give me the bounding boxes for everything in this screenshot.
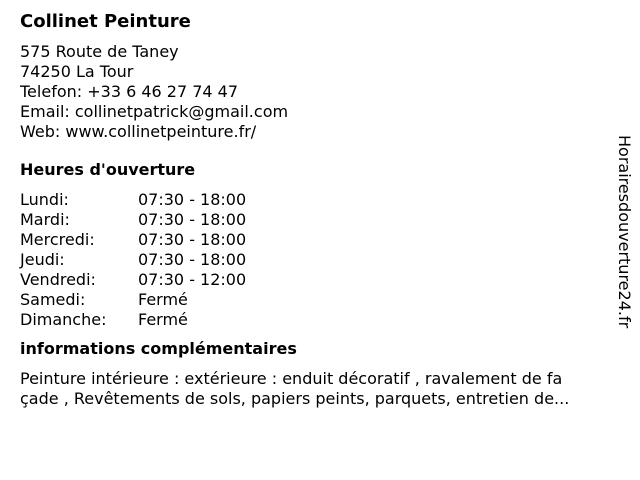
time-range: 07:30 - 18:00 (138, 250, 247, 269)
info-description (20, 369, 620, 409)
city-postal: 74250 La Tour (20, 62, 134, 81)
email-line: Email: collinetpatrick@gmail.com (20, 102, 289, 121)
hours-row-vendredi (20, 270, 620, 290)
info-line: Peinture intérieure : extérieure : enduit décoratif , ravalement de fa (20, 369, 563, 388)
day-label: Vendredi: (20, 270, 96, 289)
hours-row-dimanche (20, 310, 620, 330)
info-title: informations complémentaires (20, 339, 297, 358)
hours-table (20, 190, 620, 330)
info-line: çade , Revêtements de sols, papiers peints, parquets, entretien de... (20, 389, 570, 408)
time-range: 07:30 - 12:00 (138, 270, 247, 289)
time-range: Fermé (138, 310, 188, 329)
hours-row-jeudi (20, 250, 620, 270)
business-card (20, 10, 620, 409)
web-line: Web: www.collinetpeinture.fr/ (20, 122, 257, 141)
day-label: Mercredi: (20, 230, 95, 249)
hours-title: Heures d'ouverture (20, 160, 196, 179)
address-block (20, 42, 620, 142)
day-label: Jeudi: (20, 250, 65, 269)
hours-row-samedi (20, 290, 620, 310)
hours-row-mardi (20, 210, 620, 230)
day-label: Samedi: (20, 290, 86, 309)
hours-row-mercredi (20, 230, 620, 250)
day-label: Mardi: (20, 210, 70, 229)
time-range: 07:30 - 18:00 (138, 210, 247, 229)
day-label: Dimanche: (20, 310, 107, 329)
day-label: Lundi: (20, 190, 69, 209)
time-range: 07:30 - 18:00 (138, 230, 247, 249)
phone-line: Telefon: +33 6 46 27 74 47 (20, 82, 239, 101)
hours-row-lundi (20, 190, 620, 210)
business-name: Collinet Peinture (20, 11, 191, 32)
street-address: 575 Route de Taney (20, 42, 179, 61)
time-range: Fermé (138, 290, 188, 309)
site-watermark: Horairesdouverture24.fr (615, 135, 634, 329)
time-range: 07:30 - 18:00 (138, 190, 247, 209)
